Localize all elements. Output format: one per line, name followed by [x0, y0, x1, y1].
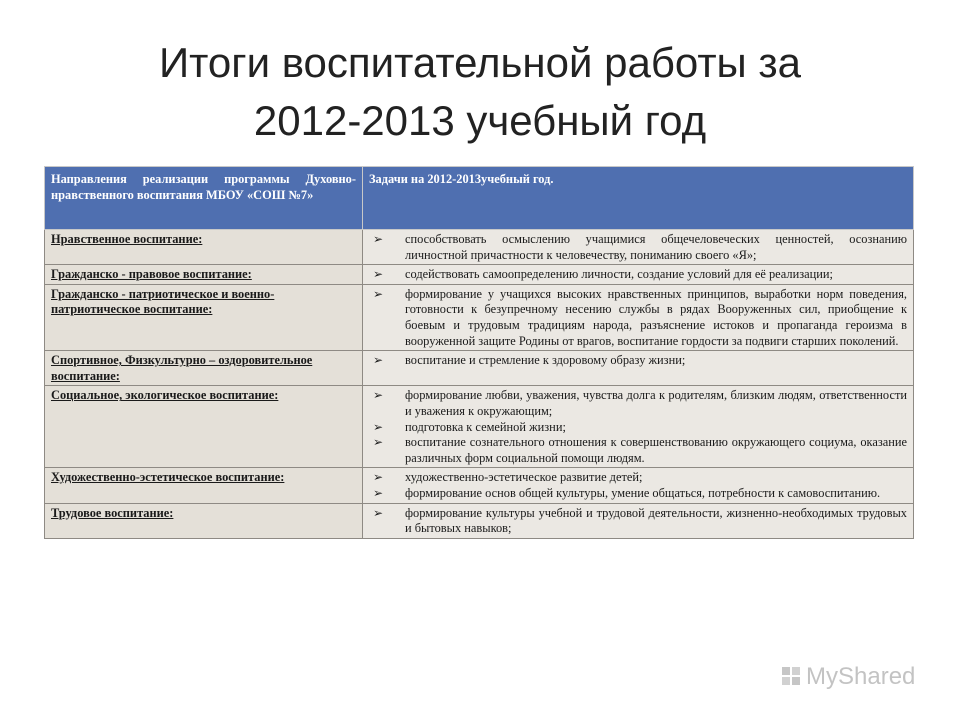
arrow-bullet-icon: ➢ — [373, 435, 384, 450]
arrow-bullet-icon: ➢ — [373, 505, 384, 520]
arrow-bullet-icon: ➢ — [373, 286, 384, 301]
goal-text: формирование у учащихся высоких нравственных принципов, выработки норм поведения, готовности к безупречному несению службы в рядах Вооруженных сил, приобщение к боевым и трудовым традициям народа, разъяснение истоков и пропаганда героизма в вооруженной защите Родины от врагов, воспитание гордости за подвиги старших поколений. — [405, 286, 907, 348]
direction-cell: Спортивное, Физкультурно – оздоровительное воспитание: — [45, 351, 363, 386]
goal-text: формирование культуры учебной и трудовой деятельности, жизненно-необходимых трудовых и бытовых навыков; — [405, 505, 907, 536]
goal-item — [369, 435, 907, 466]
goal-item — [369, 287, 907, 349]
direction-cell: Трудовое воспитание: — [45, 503, 363, 538]
table-row — [45, 284, 914, 350]
table-row — [45, 230, 914, 265]
goals-cell — [363, 284, 914, 350]
goals-cell — [363, 503, 914, 538]
goal-text: воспитание и стремление к здоровому образу жизни; — [405, 353, 686, 368]
slide-title — [0, 34, 960, 150]
arrow-bullet-icon: ➢ — [373, 267, 384, 282]
arrow-bullet-icon: ➢ — [373, 232, 384, 246]
slide-title-line-2: 2012-2013 учебный год — [253, 97, 707, 144]
direction-cell: Гражданско - патриотическое и военно-патриотическое воспитание: — [45, 284, 363, 350]
goals-cell — [363, 386, 914, 468]
goal-text: способствовать осмыслению учащимися общечеловеческих ценностей, осознанию личностной причастности к человечеству, пониманию своего «Я»; — [405, 232, 907, 262]
direction-cell: Нравственное воспитание: — [45, 230, 363, 265]
table-row — [45, 468, 914, 503]
goal-text: формирование любви, уважения, чувства долга к родителям, близким людям, ответственности и уважения к окружающим; — [405, 388, 907, 418]
goal-text: воспитание сознательного отношения к совершенствованию окружающего социума, оказание различных форм социальной помощи людям. — [405, 435, 907, 465]
goals-cell — [363, 230, 914, 265]
goal-item — [369, 486, 907, 502]
goal-item — [369, 470, 907, 486]
goal-item — [369, 353, 907, 369]
tasks-table — [44, 166, 914, 539]
table-row — [45, 351, 914, 386]
goals-cell — [363, 265, 914, 285]
arrow-bullet-icon: ➢ — [373, 470, 384, 485]
goal-item — [369, 232, 907, 263]
header-tasks: Задачи на 2012-2013учебный год. — [363, 167, 914, 230]
watermark-text: MyShared — [806, 663, 916, 690]
goals-cell — [363, 468, 914, 503]
direction-cell: Социальное, экологическое воспитание: — [45, 386, 363, 468]
table-row — [45, 503, 914, 538]
arrow-bullet-icon: ➢ — [373, 419, 384, 434]
goals-cell — [363, 351, 914, 386]
slide-title-line-1: Итоги воспитательной работы за — [158, 39, 802, 86]
table-body — [45, 230, 914, 539]
table-row — [45, 386, 914, 468]
goal-text: содействовать самоопределению личности, создание условий для её реализации; — [405, 267, 833, 282]
arrow-bullet-icon: ➢ — [373, 388, 384, 403]
header-directions: Направления реализации программы Духовно-нравственного воспитания МБОУ «СОШ №7» — [45, 167, 363, 230]
watermark-logo-icon — [780, 665, 802, 689]
goal-text: художественно-эстетическое развитие детей; — [405, 470, 643, 485]
table-row — [45, 265, 914, 285]
direction-cell: Художественно-эстетическое воспитание: — [45, 468, 363, 503]
arrow-bullet-icon: ➢ — [373, 485, 384, 500]
watermark — [780, 660, 930, 694]
direction-cell: Гражданско - правовое воспитание: — [45, 265, 363, 285]
goal-item — [369, 388, 907, 419]
goal-text: подготовка к семейной жизни; — [405, 419, 566, 434]
goal-item — [369, 420, 907, 436]
goal-item — [369, 267, 907, 283]
goal-text: формирование основ общей культуры, умение общаться, потребности к самовоспитанию. — [405, 485, 881, 500]
arrow-bullet-icon: ➢ — [373, 353, 384, 368]
goal-item — [369, 506, 907, 537]
table-header-row — [45, 167, 914, 230]
